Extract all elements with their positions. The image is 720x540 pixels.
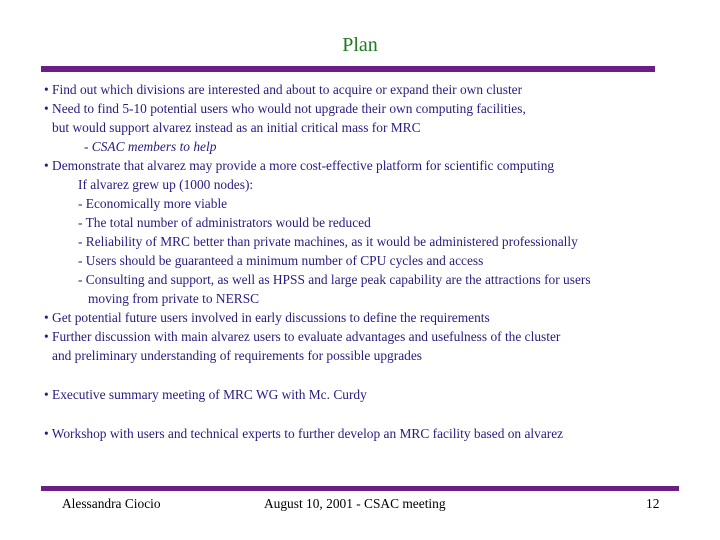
sub-point: - The total number of administrators would be reduced <box>78 215 371 230</box>
bullet-line: • Demonstrate that alvarez may provide a more cost-effective platform for scientific computing <box>44 158 555 173</box>
sub-heading: If alvarez grew up (1000 nodes): <box>78 177 254 192</box>
sub-point: - Consulting and support, as well as HPSS and large peak capability are the attractions for users <box>78 272 591 287</box>
slide-title: Plan <box>342 34 378 56</box>
footer-author: Alessandra Ciocio <box>62 496 161 511</box>
bullet-continuation: but would support alvarez instead as an initial critical mass for MRC <box>52 120 421 135</box>
sub-point: - CSAC members to help <box>84 139 217 154</box>
bullet-line: • Further discussion with main alvarez users to evaluate advantages and usefulness of the cluster <box>44 329 561 344</box>
bullet-line: • Get potential future users involved in early discussions to define the requirements <box>44 310 490 325</box>
bullet-continuation: and preliminary understanding of requirements for possible upgrades <box>52 348 423 363</box>
bullet-line: • Workshop with users and technical experts to further develop an MRC facility based on alvarez <box>44 426 564 441</box>
sub-point-continuation: moving from private to NERSC <box>88 291 260 306</box>
bullet-line: • Find out which divisions are interested and about to acquire or expand their own cluster <box>44 82 523 97</box>
footer-page-number: 12 <box>646 496 660 511</box>
top-rule <box>41 66 655 72</box>
bullet-line: • Executive summary meeting of MRC WG with Mc. Curdy <box>44 387 367 402</box>
sub-point: - Reliability of MRC better than private machines, as it would be administered professionally <box>78 234 578 249</box>
sub-point: - Users should be guaranteed a minimum number of CPU cycles and access <box>78 253 484 268</box>
bottom-rule <box>41 486 679 491</box>
sub-point: - Economically more viable <box>78 196 228 211</box>
bullet-line: • Need to find 5-10 potential users who would not upgrade their own computing facilities, <box>44 101 526 116</box>
footer-event: August 10, 2001 - CSAC meeting <box>264 496 446 511</box>
